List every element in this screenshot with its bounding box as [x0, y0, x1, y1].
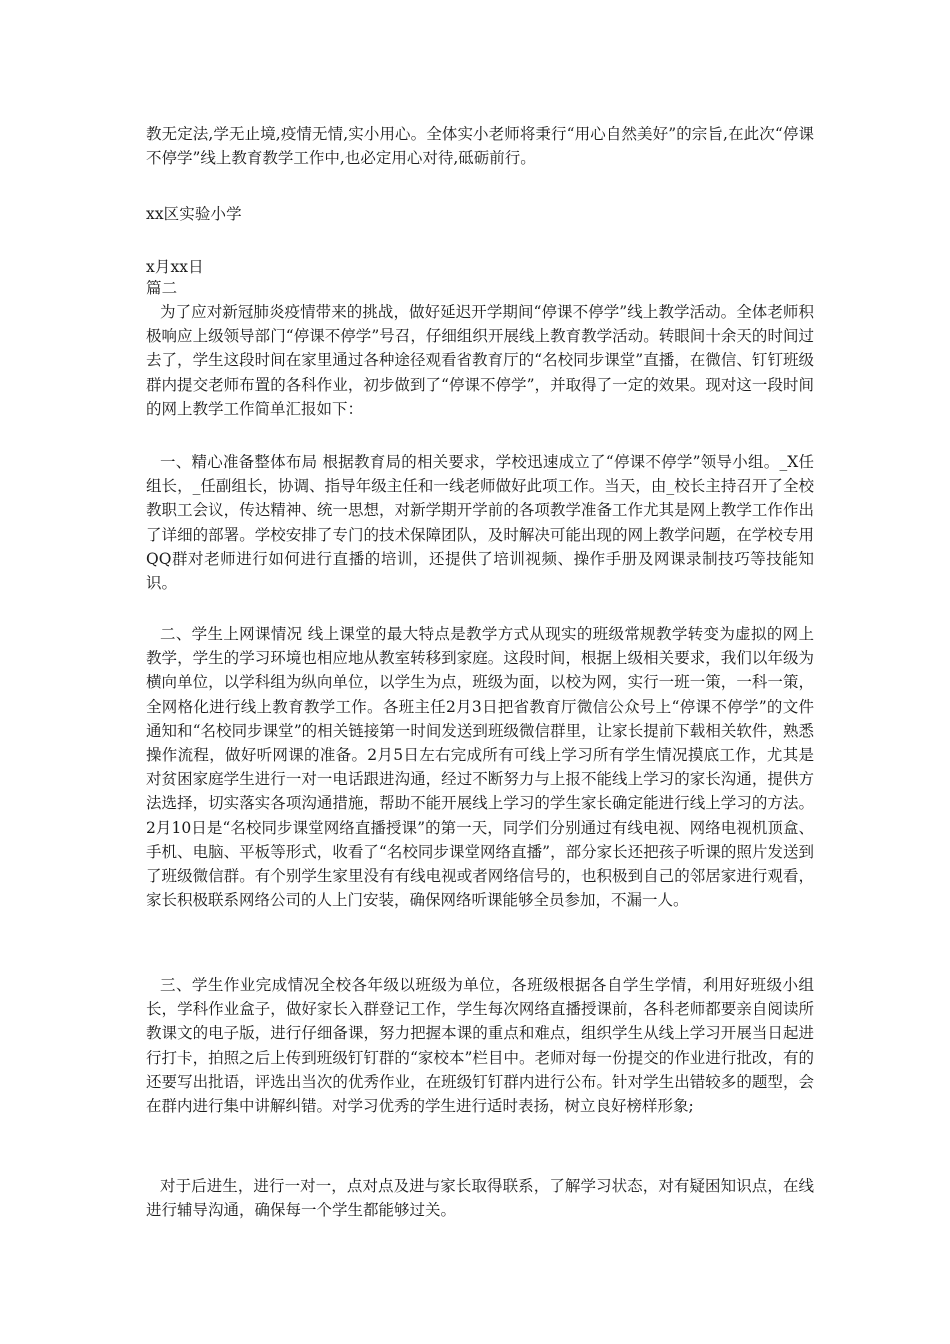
signature-date: x月xx日	[146, 258, 204, 276]
part2-paragraph: 二、学生上网课情况 线上课堂的最大特点是教学方式从现实的班级常规教学转变为虚拟的网上教学，学生的学习环境也相应地从教室转移到家庭。这段时间，根据上级相关要求，我们以年级为横向单位，以学科组为纵向单位，以学生为点，班级为面，以校为网，实行一班一策，一科一策，全网格化进行线上教育教学工作。各班主任2月3日把省教育厅微信公众号上“停课不停学”的文件通知和“名校同步课堂”的相关链接第一时间发送到班级微信群里，让家长提前下载相关软件，熟悉操作流程，做好听网课的准备。2月5日左右完成所有可线上学习所有学生情况摸底工作，尤其是对贫困家庭学生进行一对一电话跟进沟通，经过不断努力与上报不能线上学习的家长沟通，提供方法选择，切实落实各项沟通措施，帮助不能开展线上学习的学生家长确定能进行线上学习的方法。2月10日是“名校同步课堂网络直播授课”的第一天，同学们分别通过有线电视、网络电视机顶盒、手机、电脑、平板等形式，收看了“名校同步课堂网络直播”，部分家长还把孩子听课的照片发送到了班级微信群。有个别学生家里没有有线电视或者网络信号的，也积极到自己的邻居家进行观看，家长积极联系网络公司的人上门安装，确保网络听课能够全员参加，不漏一人。	[146, 625, 814, 910]
part4-paragraph: 对于后进生，进行一对一，点对点及进与家长取得联系，了解学习状态，对有疑困知识点，在线进行辅导沟通，确保每一个学生都能够过关。	[146, 1177, 814, 1220]
signature-school: xx区实验小学	[146, 205, 242, 223]
part1-paragraph: 一、精心准备整体布局 根据教育局的相关要求，学校迅速成立了“停课不停学”领导小组。_X任组长，_任副组长，协调、指导年级主任和一线老师做好此项工作。当天，由_校长主持召开了全校教职工会议，传达精神、统一思想，对新学期开学前的各项教学准备工作尤其是网上教学工作作出了详细的部署。学校安排了专门的技术保障团队，及时解决可能出现的网上教学问题，在学校专用QQ群对老师进行如何进行直播的培训，还提供了培训视频、操作手册及网课录制技巧等技能知识。	[146, 453, 814, 593]
opening-paragraph: 教无定法,学无止境,疫情无情,实小用心。全体实小老师将秉行“用心自然美好”的宗旨,在此次“停课不停学”线上教育教学工作中,也必定用心对待,砥砺前行。	[146, 125, 814, 168]
intro-paragraph: 为了应对新冠肺炎疫情带来的挑战，做好延迟开学期间“停课不停学”线上教学活动。全体老师积极响应上级领导部门“停课不停学”号召，仔细组织开展线上教育教学活动。转眼间十余天的时间过去了，学生这段时间在家里通过各种途径观看省教育厅的“名校同步课堂”直播，在微信、钉钉班级群内提交老师布置的各科作业，初步做到了“停课不停学”，并取得了一定的效果。现对这一段时间的网上教学工作简单汇报如下：	[146, 303, 814, 418]
part3-paragraph: 三、学生作业完成情况全校各年级以班级为单位，各班级根据各自学生学情，利用好班级小组长，学科作业盒子，做好家长入群登记工作，学生每次网络直播授课前，各科老师都要亲自阅读所教课文的电子版，进行仔细备课，努力把握本课的重点和难点，组织学生从线上学习开展当日起进行打卡，拍照之后上传到班级钉钉群的“家校本”栏目中。老师对每一份提交的作业进行批改，有的还要写出批语，评选出当次的优秀作业，在班级钉钉群内进行公布。针对学生出错较多的题型，会在群内进行集中讲解纠错。对学习优秀的学生进行适时表扬，树立良好榜样形象;	[146, 976, 814, 1116]
section-label: 篇二	[146, 279, 178, 297]
